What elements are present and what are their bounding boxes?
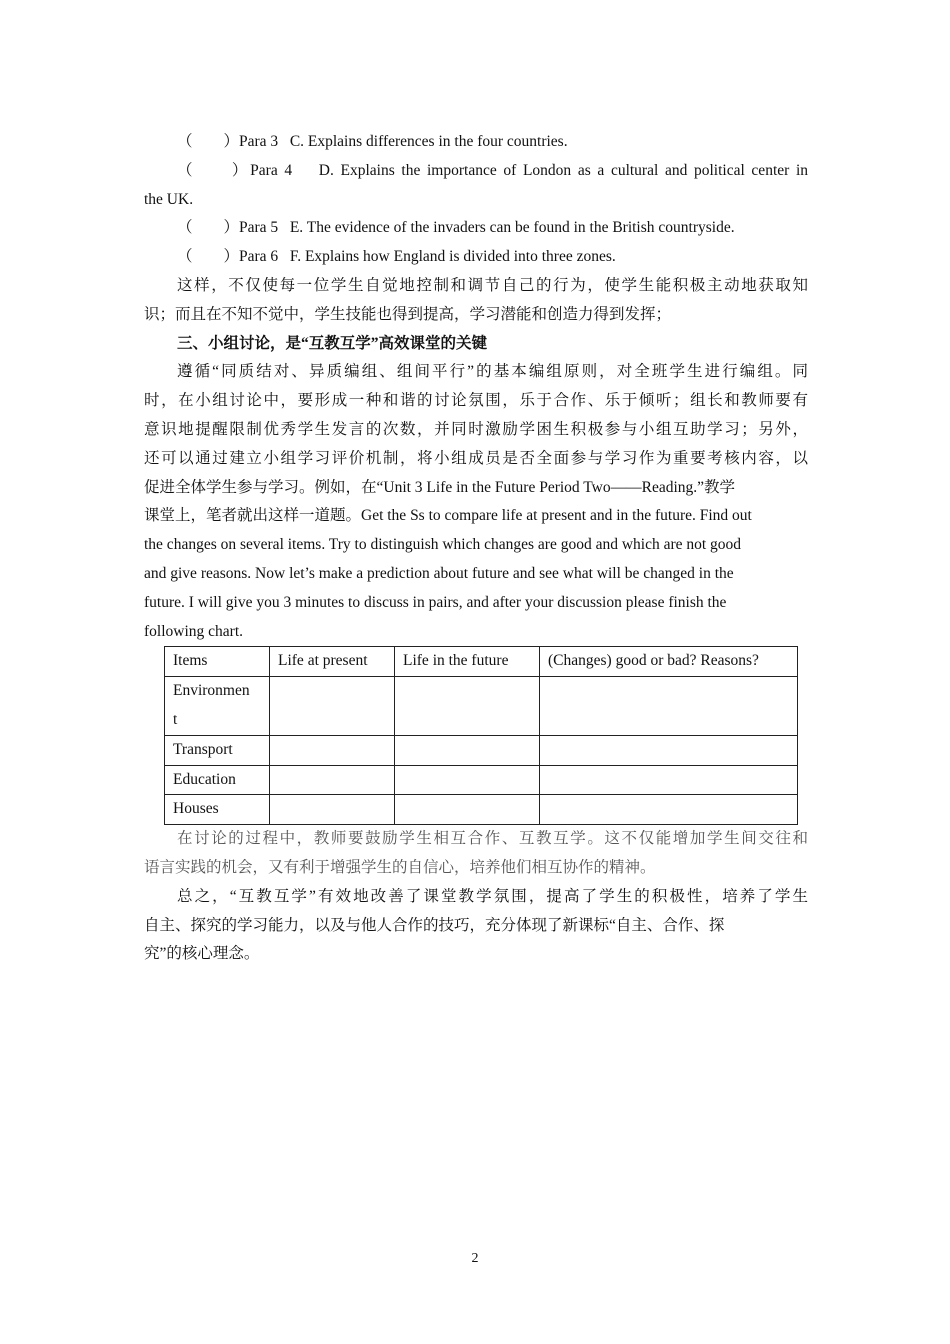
table-row [165,795,798,825]
page-number: 2 [471,1251,479,1266]
paragraph-line: 意识地提醒限制优秀学生发言的次数，并同时激励学困生积极参与小组互助学习；另外， [144,420,808,438]
table-cell-item [165,677,270,736]
table-cell [540,795,798,825]
para-label: Para 5 [239,219,279,237]
paragraph-line: 还可以通过建立小组学习评价机制，将小组成员是否全面参与学习作为重要考核内容，以 [144,449,808,467]
matching-item-para4 [144,157,808,186]
matching-text: E. The evidence of the invaders can be found in the British countryside. [289,219,735,237]
paragraph-line: 遵循“同质结对、异质编组、组间平行”的基本编组原则，对全班学生进行编组。同 [177,363,808,381]
table-cell [395,677,540,736]
table-row [165,765,798,795]
table-cell [540,765,798,795]
table-header-row [165,647,798,677]
para-label: Para 4 [250,161,293,179]
table-header: Life at present [270,647,395,677]
matching-item-para3 [144,128,808,157]
para-label: Para 6 [239,248,279,266]
matching-text: C. Explains differences in the four countries. [289,133,568,150]
paragraph-line: 促进全体学生参与学习。例如，在“Unit 3 Life in the Future Period Two——Reading.”教学 [144,478,736,496]
paragraph-line: 识；而且在不知不觉中，学生技能也得到提高，学习潜能和创造力得到发挥； [144,305,672,323]
table-cell-item: Houses [165,795,270,825]
table-cell [395,735,540,765]
table-row [165,677,798,736]
table-cell [540,735,798,765]
table-header: Items [165,647,270,677]
paragraph-line: and give reasons. Now let’s make a prediction about future and see what will be changed in the [144,564,734,582]
table-cell [540,677,798,736]
item-text: Environmen [173,682,250,700]
paragraph-line: 这样，不仅使每一位学生自觉地控制和调节自己的行为，使学生能积极主动地获取知 [177,276,808,294]
table-cell [395,765,540,795]
table-cell [270,795,395,825]
matching-item-para6 [144,243,808,272]
matching-item-para5 [144,214,808,243]
paragraph-line: 语言实践的机会，又有利于增强学生的自信心，培养他们相互协作的精神。 [144,858,656,876]
item-text: t [173,710,178,728]
paragraph-line: 课堂上，笔者就出这样一道题。Get the Ss to compare life at present and in the future. Find out [144,507,752,525]
section-heading: 三、小组讨论，是“互教互学”高效课堂的关键 [177,334,488,352]
answer-bracket: （ ） [177,161,251,179]
table-row [165,735,798,765]
para-label: Para 3 [239,133,279,150]
comparison-chart [164,646,798,825]
document-body [144,128,808,969]
matching-text: D. Explains the importance of London as a cultural and political center in [318,161,809,179]
table-cell [270,735,395,765]
paragraph-line: 总之，“互教互学”有效地改善了课堂教学氛围，提高了学生的积极性，培养了学生 [177,887,808,905]
table-cell [270,677,395,736]
table-header: (Changes) good or bad? Reasons? [540,647,798,677]
paragraph-line: future. I will give you 3 minutes to discuss in pairs, and after your discussion please finish the [144,593,727,611]
paragraph-line: 在讨论的过程中，教师要鼓励学生相互合作、互教互学。这不仅能增加学生间交往和 [177,830,808,848]
paragraph-line: 究”的核心理念。 [144,945,260,963]
answer-bracket: （ ） [177,133,240,150]
table-header: Life in the future [395,647,540,677]
paragraph-line: 时，在小组讨论中，要形成一种和谐的讨论氛围，乐于合作、乐于倾听；组长和教师要有 [144,392,808,410]
paragraph-line: the changes on several items. Try to distinguish which changes are good and which are not good [144,536,742,554]
matching-item-para4-cont: the UK. [144,190,194,208]
answer-bracket: （ ） [177,219,240,237]
table-cell-item: Education [165,765,270,795]
table-cell-item: Transport [165,735,270,765]
table-cell [270,765,395,795]
paragraph-line: following chart. [144,622,244,640]
paragraph-line: 自主、探究的学习能力，以及与他人合作的技巧，充分体现了新课标“自主、合作、探 [144,916,725,934]
table-cell [395,795,540,825]
matching-text: F. Explains how England is divided into three zones. [289,248,616,266]
answer-bracket: （ ） [177,248,240,266]
